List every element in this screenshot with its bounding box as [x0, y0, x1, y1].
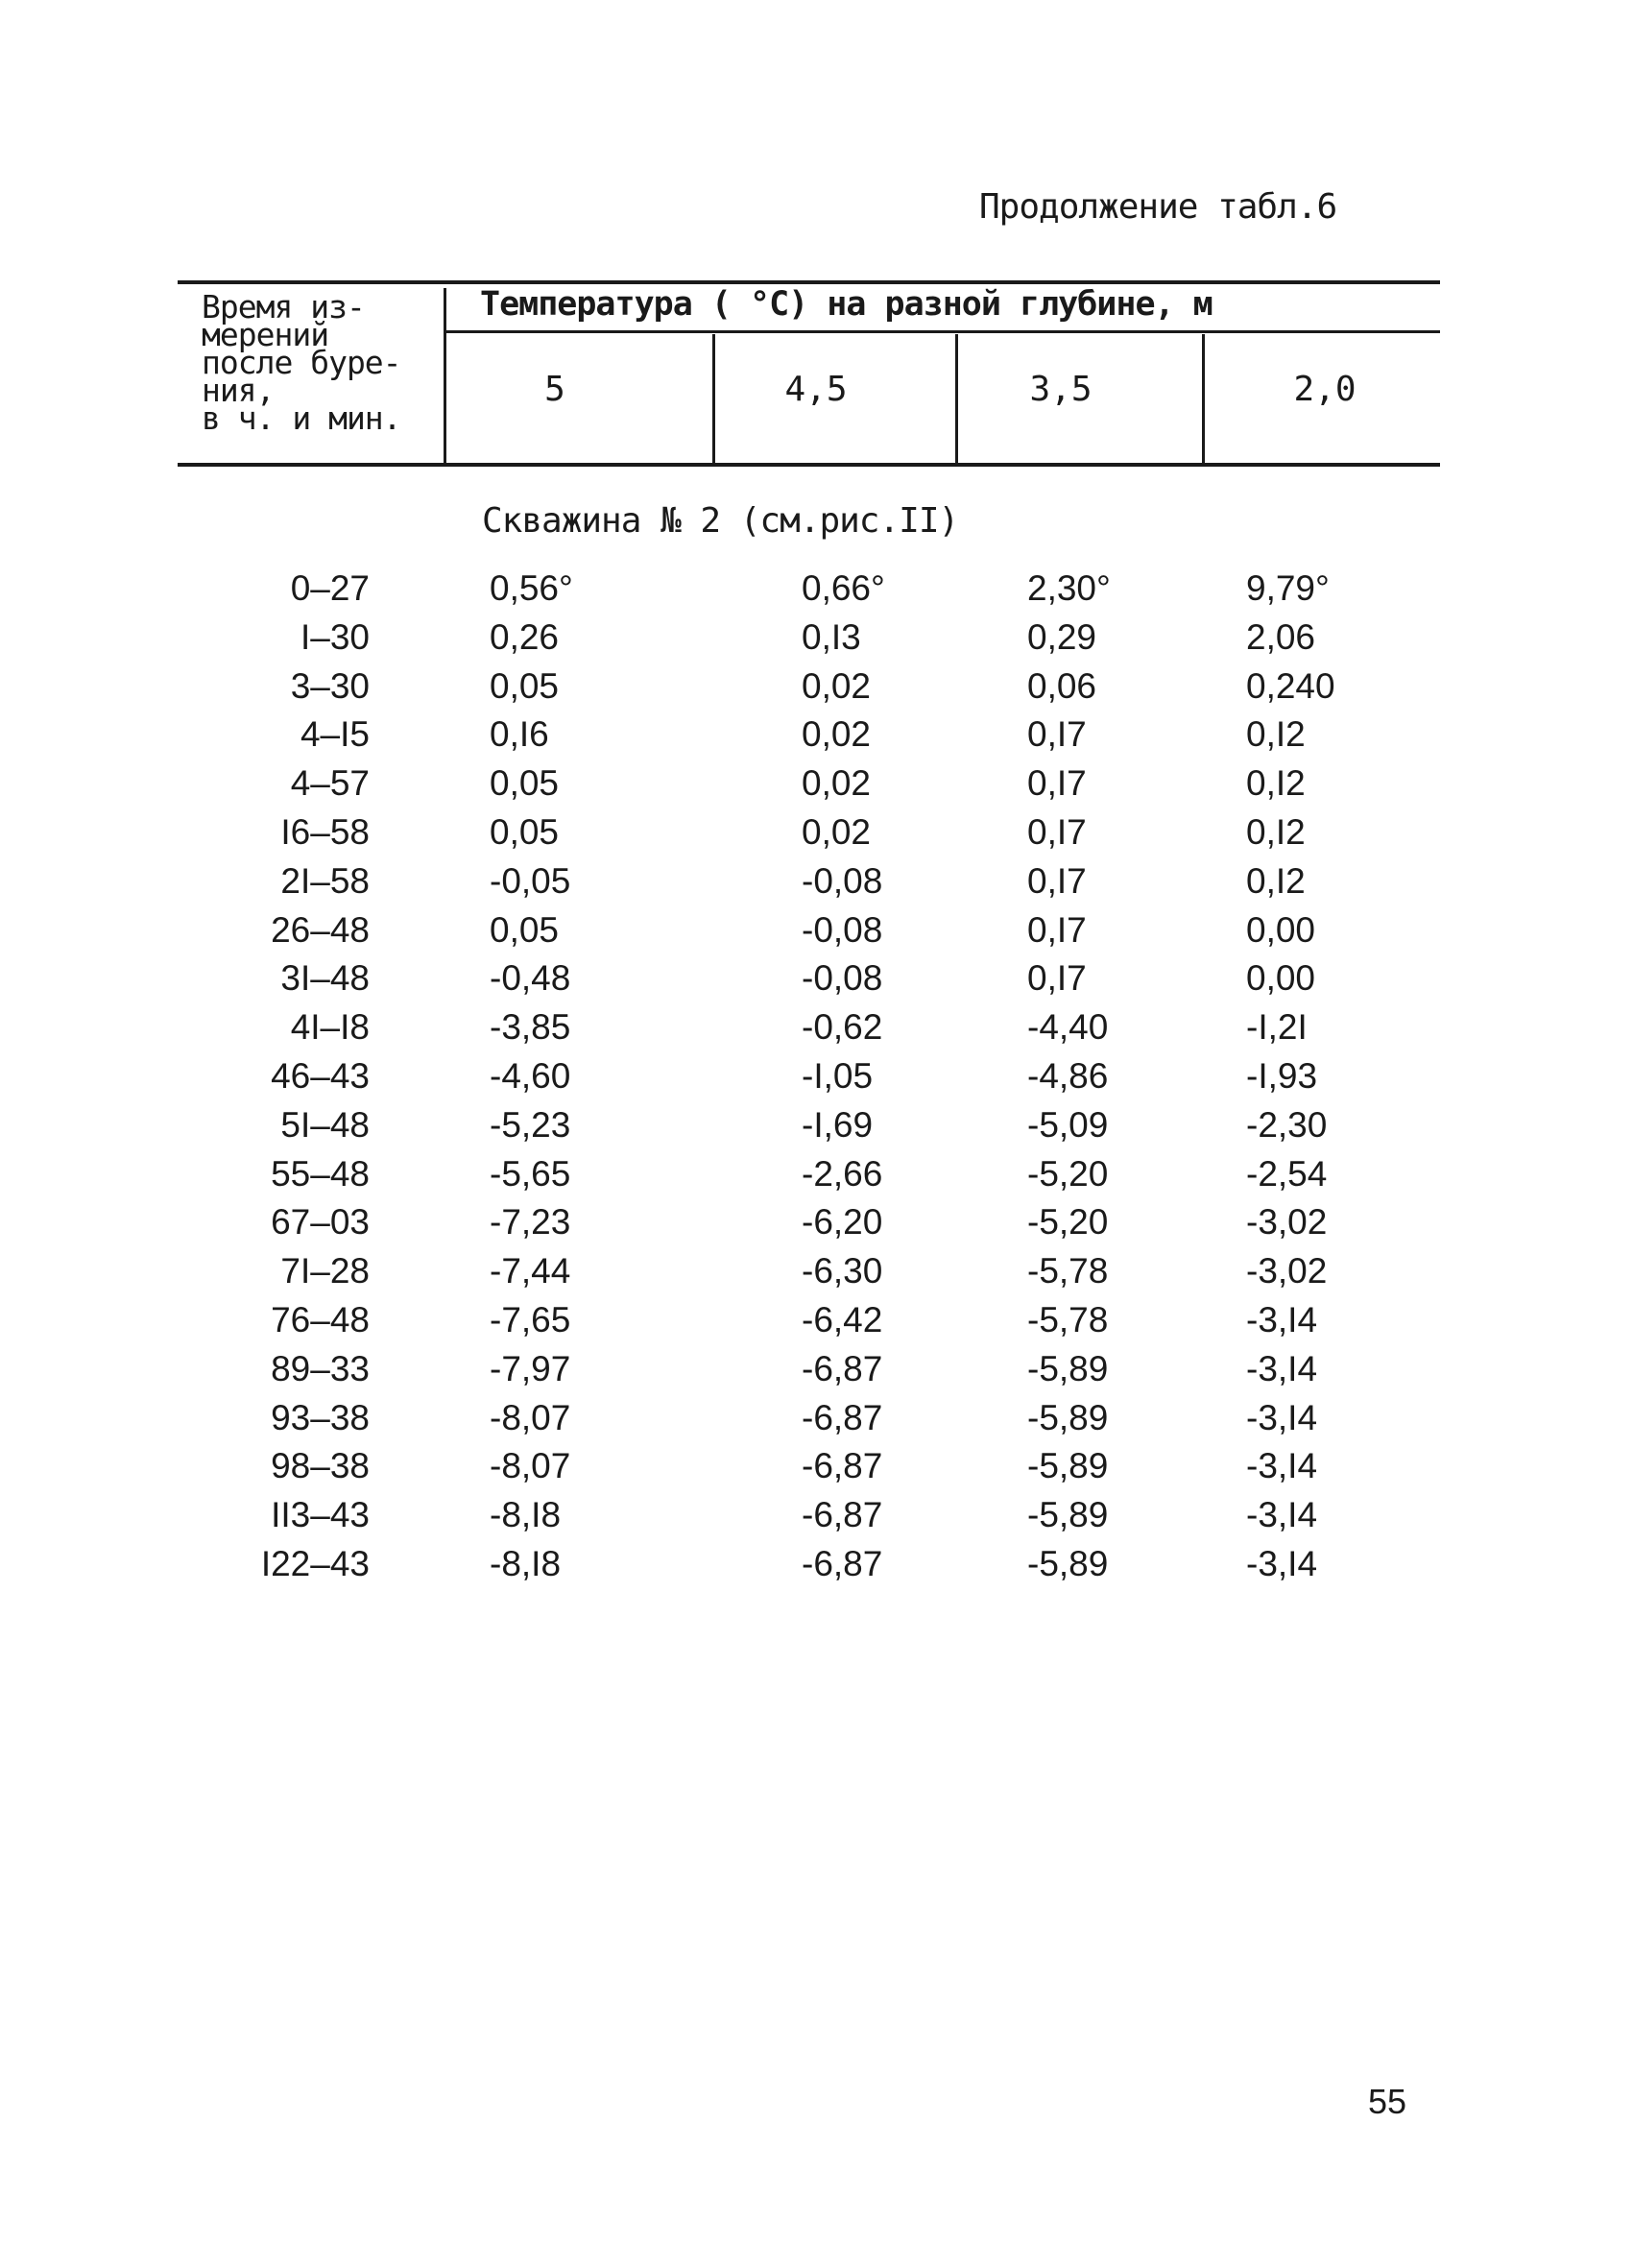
temperature-cell: -5,09 [1027, 1104, 1109, 1145]
temperature-cell: -6,30 [802, 1251, 883, 1291]
temperature-cell: -0,08 [802, 909, 883, 950]
time-cell: I22–43 [260, 1544, 370, 1583]
time-cell: 5I–48 [280, 1104, 370, 1145]
header-bottom-rule [178, 463, 1440, 467]
header-depth-3-5: 3,5 [1029, 370, 1093, 409]
temperature-cell: 0,00 [1246, 958, 1316, 999]
temperature-cell: 0,56° [490, 568, 573, 608]
temperature-cell: -6,87 [802, 1348, 883, 1388]
header-time-line: в ч. и мин. [202, 399, 401, 437]
temperature-cell: -2,66 [802, 1153, 883, 1194]
temperature-cell: -I,93 [1246, 1056, 1318, 1096]
temperature-cell: -4,86 [1027, 1056, 1109, 1096]
temperature-cell: 0,I2 [1246, 812, 1306, 852]
temperature-cell: 0,06 [1027, 665, 1097, 706]
time-cell: 4–57 [290, 763, 370, 804]
temperature-cell: 0,26 [490, 616, 560, 657]
well-subtitle: Скважина № 2 (см.рис.II) [482, 501, 959, 541]
temperature-cell: 0,I7 [1027, 860, 1087, 901]
time-cell: 98–38 [271, 1446, 370, 1486]
header-time-line: после буре- [202, 344, 401, 381]
table-row [0, 1154, 1633, 1202]
temperature-cell: -3,02 [1246, 1251, 1328, 1291]
temperature-cell: 0,05 [490, 665, 560, 706]
header-time-line: мерений [202, 316, 329, 353]
temperature-cell: 0,05 [490, 763, 560, 804]
temperature-cell: -I,05 [802, 1056, 874, 1096]
table-row [0, 666, 1633, 714]
table-row [0, 1349, 1633, 1397]
time-cell: 4–I5 [300, 714, 370, 755]
time-cell: 4I–I8 [290, 1007, 370, 1048]
temperature-cell: -5,20 [1027, 1202, 1109, 1243]
temperature-cell: -4,60 [490, 1056, 571, 1096]
temperature-cell: -5,89 [1027, 1397, 1109, 1437]
temperature-cell: 0,29 [1027, 616, 1097, 657]
table-row [0, 1202, 1633, 1250]
temperature-cell: 2,30° [1027, 568, 1111, 608]
temperature-cell: 9,79° [1246, 568, 1330, 608]
table-row [0, 1251, 1633, 1299]
temperature-cell: -3,I4 [1246, 1348, 1318, 1388]
time-cell: 0–27 [290, 568, 370, 608]
table-row [0, 910, 1633, 958]
temperature-cell: 0,I7 [1027, 812, 1087, 852]
temperature-cell: -3,I4 [1246, 1446, 1318, 1486]
temperature-cell: 0,I2 [1246, 714, 1306, 755]
temperature-cell: 2,06 [1246, 616, 1316, 657]
time-cell: 3I–48 [280, 958, 370, 999]
table-row [0, 568, 1633, 616]
temperature-cell: 0,I7 [1027, 763, 1087, 804]
temperature-cell: -5,89 [1027, 1495, 1109, 1535]
table-row [0, 1300, 1633, 1348]
header-vline-1 [444, 288, 446, 465]
header-time-label [202, 288, 401, 437]
time-cell: I6–58 [280, 812, 370, 852]
time-cell: 93–38 [271, 1397, 370, 1437]
temperature-cell: -3,I4 [1246, 1495, 1318, 1535]
temperature-cell: -5,78 [1027, 1251, 1109, 1291]
header-vline-3 [955, 334, 958, 465]
temperature-cell: -6,87 [802, 1495, 883, 1535]
time-cell: 3–30 [290, 665, 370, 706]
temperature-cell: -8,07 [490, 1446, 571, 1486]
temperature-cell: 0,02 [802, 714, 872, 755]
temperature-cell: -3,02 [1246, 1202, 1328, 1243]
temperature-cell: -8,I8 [490, 1544, 562, 1583]
temperature-cell: -5,65 [490, 1153, 571, 1194]
table-top-rule [178, 280, 1440, 284]
temperature-cell: 0,02 [802, 763, 872, 804]
temperature-cell: 0,I2 [1246, 860, 1306, 901]
page-number: 55 [1368, 2082, 1407, 2121]
temperature-cell: -6,87 [802, 1544, 883, 1583]
temperature-cell: -5,20 [1027, 1153, 1109, 1194]
temperature-cell: -2,30 [1246, 1104, 1328, 1145]
header-vline-2 [712, 334, 715, 465]
header-depth-5: 5 [544, 370, 565, 409]
table-row [0, 1056, 1633, 1104]
temperature-cell: -7,44 [490, 1251, 571, 1291]
temperature-cell: -8,I8 [490, 1495, 562, 1535]
temperature-cell: 0,I3 [802, 616, 861, 657]
temperature-cell: -0,08 [802, 860, 883, 901]
time-cell: II3–43 [271, 1495, 370, 1535]
temperature-cell: -3,85 [490, 1007, 571, 1048]
temperature-cell: 0,05 [490, 812, 560, 852]
temperature-cell: -3,I4 [1246, 1397, 1318, 1437]
temperature-cell: -3,I4 [1246, 1544, 1318, 1583]
time-cell: 55–48 [271, 1153, 370, 1194]
temperature-cell: -I,2I [1246, 1007, 1308, 1048]
temperature-cell: -5,89 [1027, 1446, 1109, 1486]
temperature-cell: 0,I7 [1027, 958, 1087, 999]
time-cell: 46–43 [271, 1056, 370, 1096]
table-row [0, 1105, 1633, 1153]
table-row [0, 958, 1633, 1006]
temperature-cell: -7,97 [490, 1348, 571, 1388]
table-row [0, 763, 1633, 811]
temperature-cell: -8,07 [490, 1397, 571, 1437]
temperature-cell: -4,40 [1027, 1007, 1109, 1048]
temperature-cell: -5,23 [490, 1104, 571, 1145]
temperature-cell: -0,05 [490, 860, 571, 901]
header-depth-4-5: 4,5 [784, 370, 848, 409]
table-row [0, 812, 1633, 860]
time-cell: 89–33 [271, 1348, 370, 1388]
table-row [0, 714, 1633, 762]
temperature-cell: 0,05 [490, 909, 560, 950]
temperature-cell: -5,78 [1027, 1300, 1109, 1339]
table-row [0, 861, 1633, 909]
temperature-cell: -0,08 [802, 958, 883, 999]
temperature-cell: 0,I6 [490, 714, 549, 755]
table-row [0, 617, 1633, 665]
temperature-cell: 0,02 [802, 812, 872, 852]
table-caption: Продолжение табл.6 [979, 187, 1337, 227]
temperature-cell: -6,87 [802, 1446, 883, 1486]
temperature-cell: -6,87 [802, 1397, 883, 1437]
temperature-cell: -0,62 [802, 1007, 883, 1048]
temperature-cell: -5,89 [1027, 1348, 1109, 1388]
temperature-cell: -3,I4 [1246, 1300, 1318, 1339]
table-row [0, 1495, 1633, 1543]
temperature-cell: 0,240 [1246, 665, 1335, 706]
time-cell: I–30 [300, 616, 370, 657]
temperature-cell: -7,65 [490, 1300, 571, 1339]
table-row [0, 1007, 1633, 1055]
time-cell: 26–48 [271, 909, 370, 950]
header-temperature-label: Температура ( °С) на разной глубине, м [480, 285, 1213, 324]
temperature-cell: -2,54 [1246, 1153, 1328, 1194]
temperature-cell: -5,89 [1027, 1544, 1109, 1583]
temperature-cell: 0,66° [802, 568, 885, 608]
temperature-cell: -I,69 [802, 1104, 874, 1145]
time-cell: 76–48 [271, 1300, 370, 1339]
time-cell: 67–03 [271, 1202, 370, 1243]
header-depth-2-0: 2,0 [1293, 370, 1357, 409]
header-time-line: ния, [202, 372, 275, 409]
temperature-cell: -7,23 [490, 1202, 571, 1243]
temperature-cell: 0,I2 [1246, 763, 1306, 804]
table-row [0, 1398, 1633, 1446]
temperature-cell: -0,48 [490, 958, 571, 999]
header-divider-rule [444, 330, 1440, 333]
temperature-cell: -6,42 [802, 1300, 883, 1339]
header-vline-4 [1202, 334, 1205, 465]
temperature-cell: 0,02 [802, 665, 872, 706]
header-time-line: Время из- [202, 288, 365, 326]
temperature-cell: 0,00 [1246, 909, 1316, 950]
temperature-cell: -6,20 [802, 1202, 883, 1243]
temperature-cell: 0,I7 [1027, 714, 1087, 755]
table-row [0, 1446, 1633, 1494]
time-cell: 2I–58 [280, 860, 370, 901]
temperature-cell: 0,I7 [1027, 909, 1087, 950]
time-cell: 7I–28 [280, 1251, 370, 1291]
table-row [0, 1544, 1633, 1592]
